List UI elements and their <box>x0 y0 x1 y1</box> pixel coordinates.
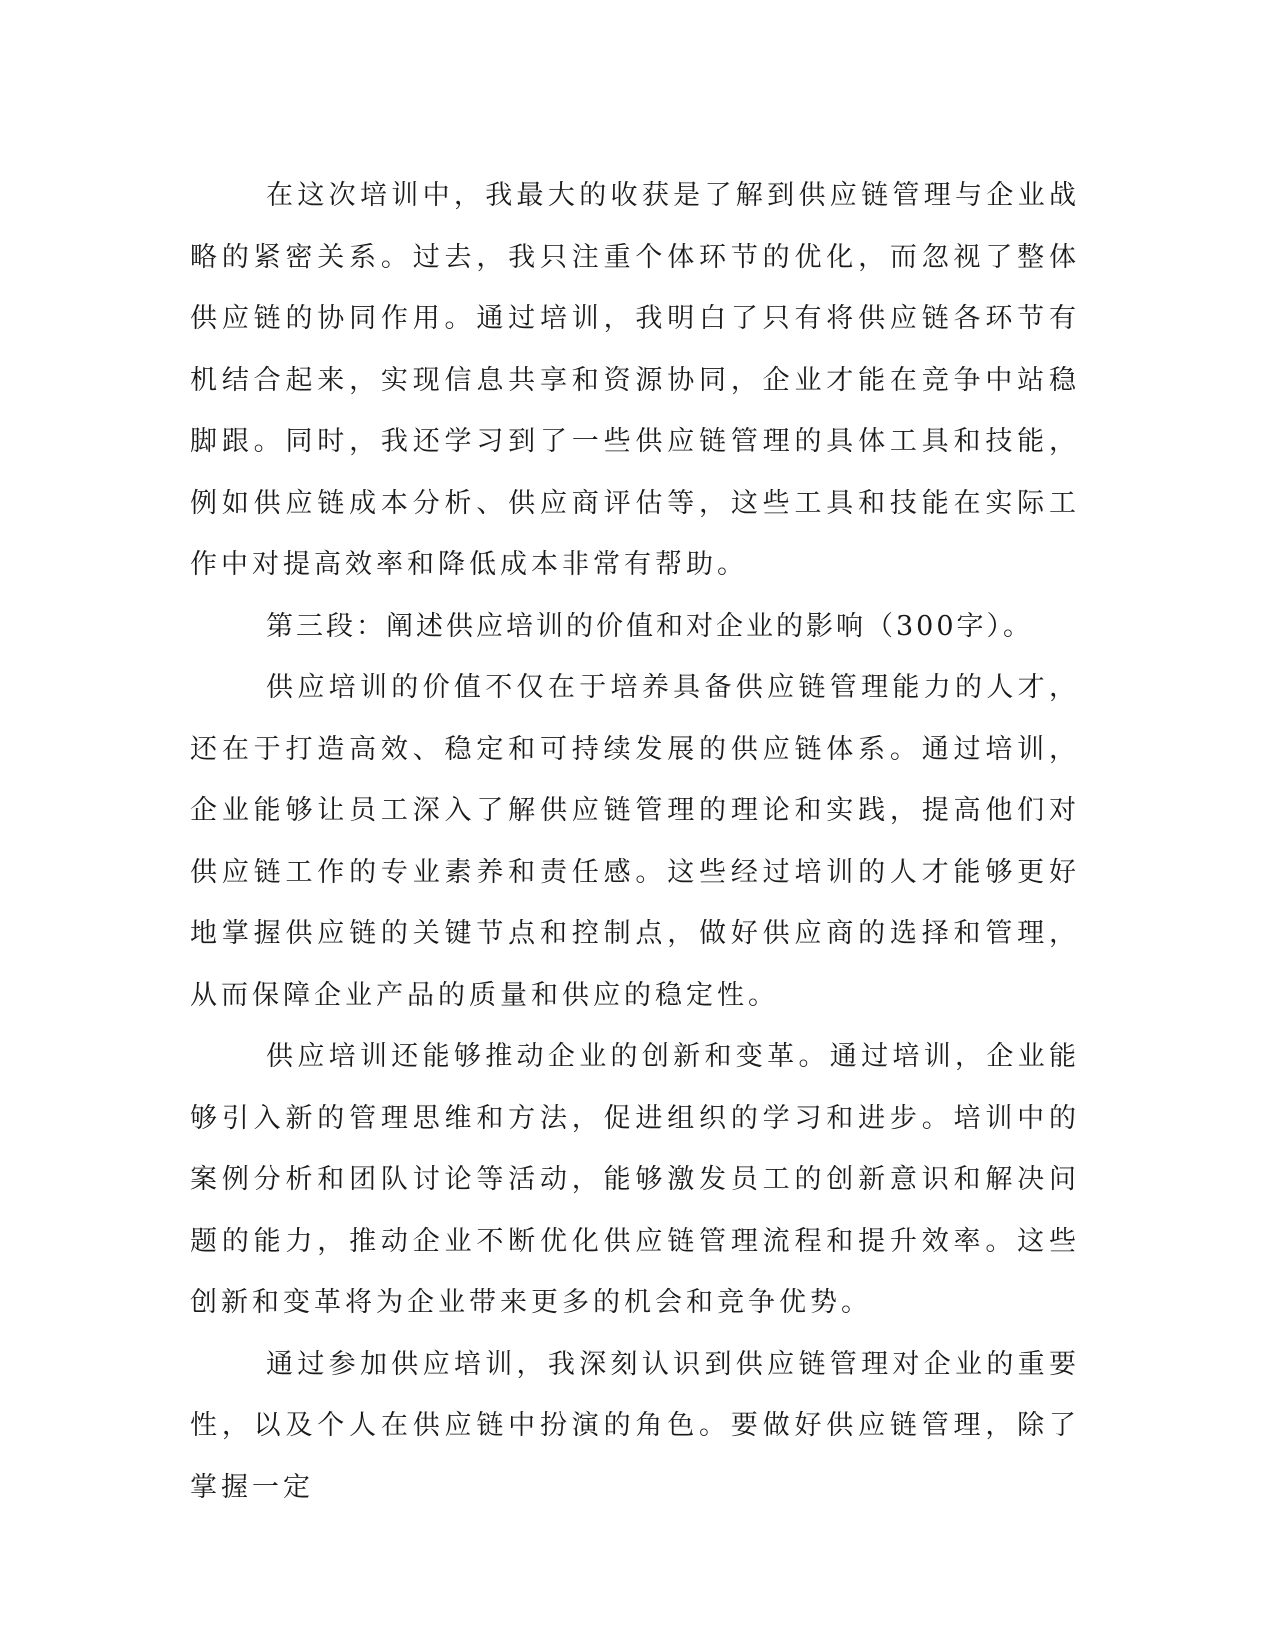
paragraph-reflection: 通过参加供应培训，我深刻认识到供应链管理对企业的重要性，以及个人在供应链中扮演的角色。要做好供应链管理，除了掌握一定 <box>190 1348 1080 1503</box>
document-body <box>190 165 1080 1518</box>
paragraph-training-gains: 在这次培训中，我最大的收获是了解到供应链管理与企业战略的紧密关系。过去，我只注重个体环节的优化，而忽视了整体供应链的协同作用。通过培训，我明白了只有将供应链各环节有机结合起来，实现信息共享和资源协同，企业才能在竞争中站稳脚跟。同时，我还学习到了一些供应链管理的具体工具和技能，例如供应链成本分析、供应商评估等，这些工具和技能在实际工作中对提高效率和降低成本非常有帮助。 <box>190 180 1080 580</box>
paragraph-innovation: 供应培训还能够推动企业的创新和变革。通过培训，企业能够引入新的管理思维和方法，促进组织的学习和进步。培训中的案例分析和团队讨论等活动，能够激发员工的创新意识和解决问题的能力，推动企业不断优化供应链管理流程和提升效率。这些创新和变革将为企业带来更多的机会和竞争优势。 <box>190 1041 1080 1318</box>
paragraph-training-value: 供应培训的价值不仅在于培养具备供应链管理能力的人才，还在于打造高效、稳定和可持续发展的供应链体系。通过培训，企业能够让员工深入了解供应链管理的理论和实践，提高他们对供应链工作的专业素养和责任感。这些经过培训的人才能够更好地掌握供应链的关键节点和控制点，做好供应商的选择和管理，从而保障企业产品的质量和供应的稳定性。 <box>190 672 1080 1011</box>
section-heading-third: 第三段：阐述供应培训的价值和对企业的影响（300字）。 <box>266 610 1034 642</box>
